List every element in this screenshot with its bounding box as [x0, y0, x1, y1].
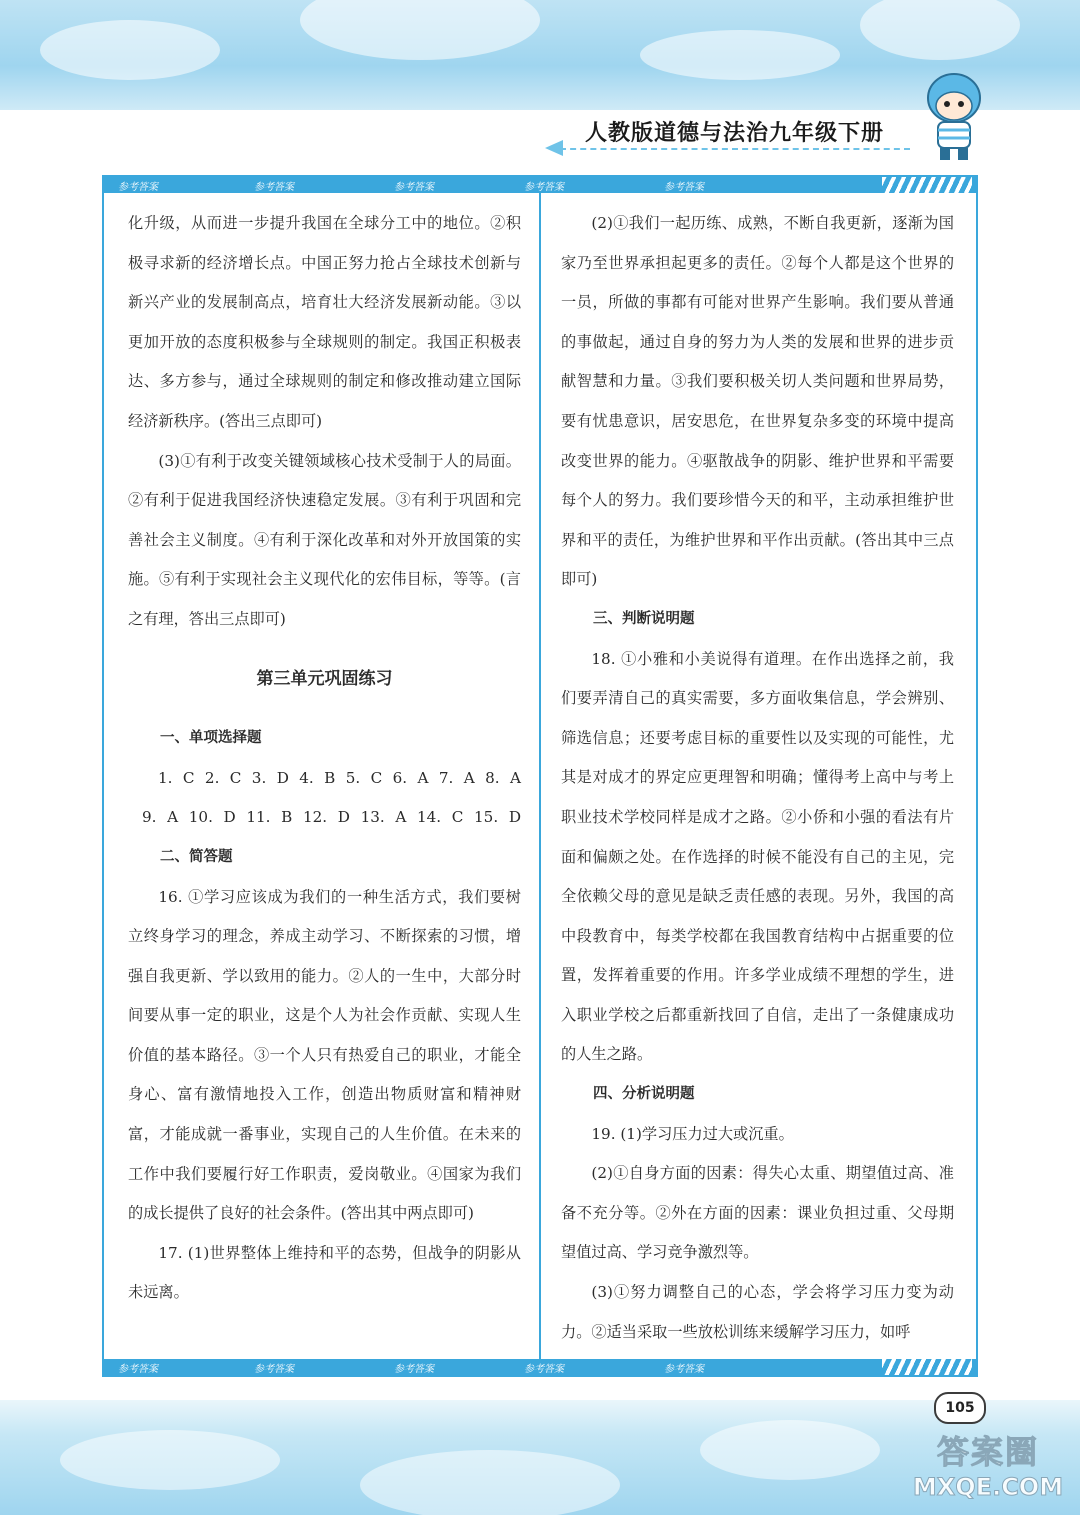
- answer-paragraph: (3)①有利于改变关键领域核心技术受制于人的局面。②有利于促进我国经济快速稳定发展。③有利于巩固和完善社会主义制度。④有利于深化改革和对外开放国策的实施。⑤有利于实现社会主义现代化的宏伟目标，等等。(言之有理，答出三点即可): [128, 451, 521, 628]
- left-column: [128, 204, 521, 1313]
- answer-paragraph: 17. (1)世界整体上维持和平的态势，但战争的阴影从未远离。: [128, 1243, 521, 1302]
- frame-top-bar: [104, 177, 976, 193]
- bar-tag: 参考答案: [118, 182, 158, 193]
- frame-bottom-bar: [104, 1359, 976, 1375]
- site-watermark: [898, 1432, 1078, 1502]
- column-divider: [539, 193, 541, 1359]
- bar-tag: 参考答案: [254, 182, 294, 193]
- bar-tag: 参考答案: [394, 182, 434, 193]
- bar-tag: 参考答案: [524, 1364, 564, 1375]
- answer-key-row: 1. C 2. C 3. D 4. B 5. C 6. A 7. A 8. A: [158, 768, 521, 787]
- answer-paragraph: 化升级，从而进一步提升我国在全球分工中的地位。②积极寻求新的经济增长点。中国正努力抢占全球技术创新与新兴产业的发展制高点，培育壮大经济发展新动能。③以更加开放的态度积极参与全球规则的制定。我国正积极表达、多方参与，通过全球规则的制定和修改推动建立国际经济新秩序。(答出三点即可): [128, 214, 521, 430]
- bar-tag: 参考答案: [254, 1364, 294, 1375]
- watermark-en: MXQE.COM: [912, 1473, 1064, 1501]
- answer-paragraph: (3)①努力调整自己的心态，学会将学习压力变为动力。②适当采取一些放松训练来缓解学习压力，如呼: [561, 1283, 954, 1341]
- watermark-cn: 答案圈: [936, 1433, 1039, 1471]
- answer-key-row: 9. A 10. D 11. B 12. D 13. A 14. C 15. D: [142, 808, 521, 827]
- section-heading: 二、简答题: [160, 848, 233, 865]
- banner-splash: [860, 0, 1020, 60]
- banner-splash: [640, 30, 840, 80]
- answer-paragraph: (2)①自身方面的因素：得失心太重、期望值过高、准备不充分等。②外在方面的因素：课业负担过重、父母期望值过高、学习竞争激烈等。: [561, 1164, 954, 1262]
- bar-tag: 参考答案: [664, 182, 704, 193]
- banner-splash: [300, 0, 540, 60]
- bar-tag: 参考答案: [524, 182, 564, 193]
- answer-paragraph: 18. ①小雅和小美说得有道理。在作出选择之前，我们要弄清自己的真实需要，多方面收集信息，学会辨别、筛选信息；还要考虑目标的重要性以及实现的可能性，尤其是对成才的界定应更理智和明确；懂得考上高中与考上职业技术学校同样是成才之路。②小侨和小强的看法有片面和偏颇之处。在作选择的时候不能没有自己的主见，完全依赖父母的意见是缺乏责任感的表现。另外，我国的高中段教育中，每类学校都在我国教育结构中占据重要的位置，发挥着重要的作用。许多学业成绩不理想的学生，进入职业学校之后都重新找回了自信，走出了一条健康成功的人生之路。: [561, 649, 954, 1064]
- banner-splash: [360, 1450, 620, 1515]
- right-column: [561, 204, 954, 1352]
- title-underline: [560, 148, 910, 150]
- bar-tag: 参考答案: [394, 1364, 434, 1375]
- page-number: 105: [934, 1392, 986, 1424]
- answer-paragraph: (2)①我们一起历练、成熟，不断自我更新，逐渐为国家乃至世界承担起更多的责任。②每个人都是这个世界的一员，所做的事都有可能对世界产生影响。我们要从普通的事做起，通过自身的努力为人类的发展和世界的进步贡献智慧和力量。③我们要积极关切人类问题和世界局势，要有忧患意识，居安思危，在世界复杂多变的环境中提高改变世界的能力。④驱散战争的阴影、维护世界和平需要每个人的努力。我们要珍惜今天的和平，主动承担维护世界和平的责任，为维护世界和平作出贡献。(答出其中三点即可): [561, 214, 954, 589]
- banner-splash: [60, 1430, 280, 1490]
- stripe-decoration: [882, 1359, 972, 1375]
- bar-tag: 参考答案: [118, 1364, 158, 1375]
- stripe-decoration: [882, 177, 972, 193]
- section-heading: 四、分析说明题: [593, 1086, 695, 1103]
- mascot-illustration: [918, 70, 990, 165]
- section-title: 第三单元巩固练习: [256, 668, 393, 689]
- answer-paragraph: 16. ①学习应该成为我们的一种生活方式，我们要树立终身学习的理念，养成主动学习、不断探索的习惯，增强自我更新、学以致用的能力。②人的一生中，大部分时间要从事一定的职业，这是个人为社会作贡献、实现人生价值的基本路径。③一个人只有热爱自己的职业，才能全身心、富有激情地投入工作，创造出物质财富和精神财富，才能成就一番事业，实现自己的人生价值。在未来的工作中我们要履行好工作职责，爱岗敬业。④国家为我们的成长提供了良好的社会条件。(答出其中两点即可): [128, 887, 521, 1223]
- book-title: 人教版道德与法治九年级下册: [585, 120, 885, 146]
- answer-paragraph: 19. (1)学习压力过大或沉重。: [591, 1124, 794, 1143]
- section-heading: 三、判断说明题: [593, 610, 695, 627]
- banner-splash: [700, 1420, 880, 1480]
- banner-splash: [40, 20, 220, 80]
- section-heading: 一、单项选择题: [160, 730, 262, 747]
- bar-tag: 参考答案: [664, 1364, 704, 1375]
